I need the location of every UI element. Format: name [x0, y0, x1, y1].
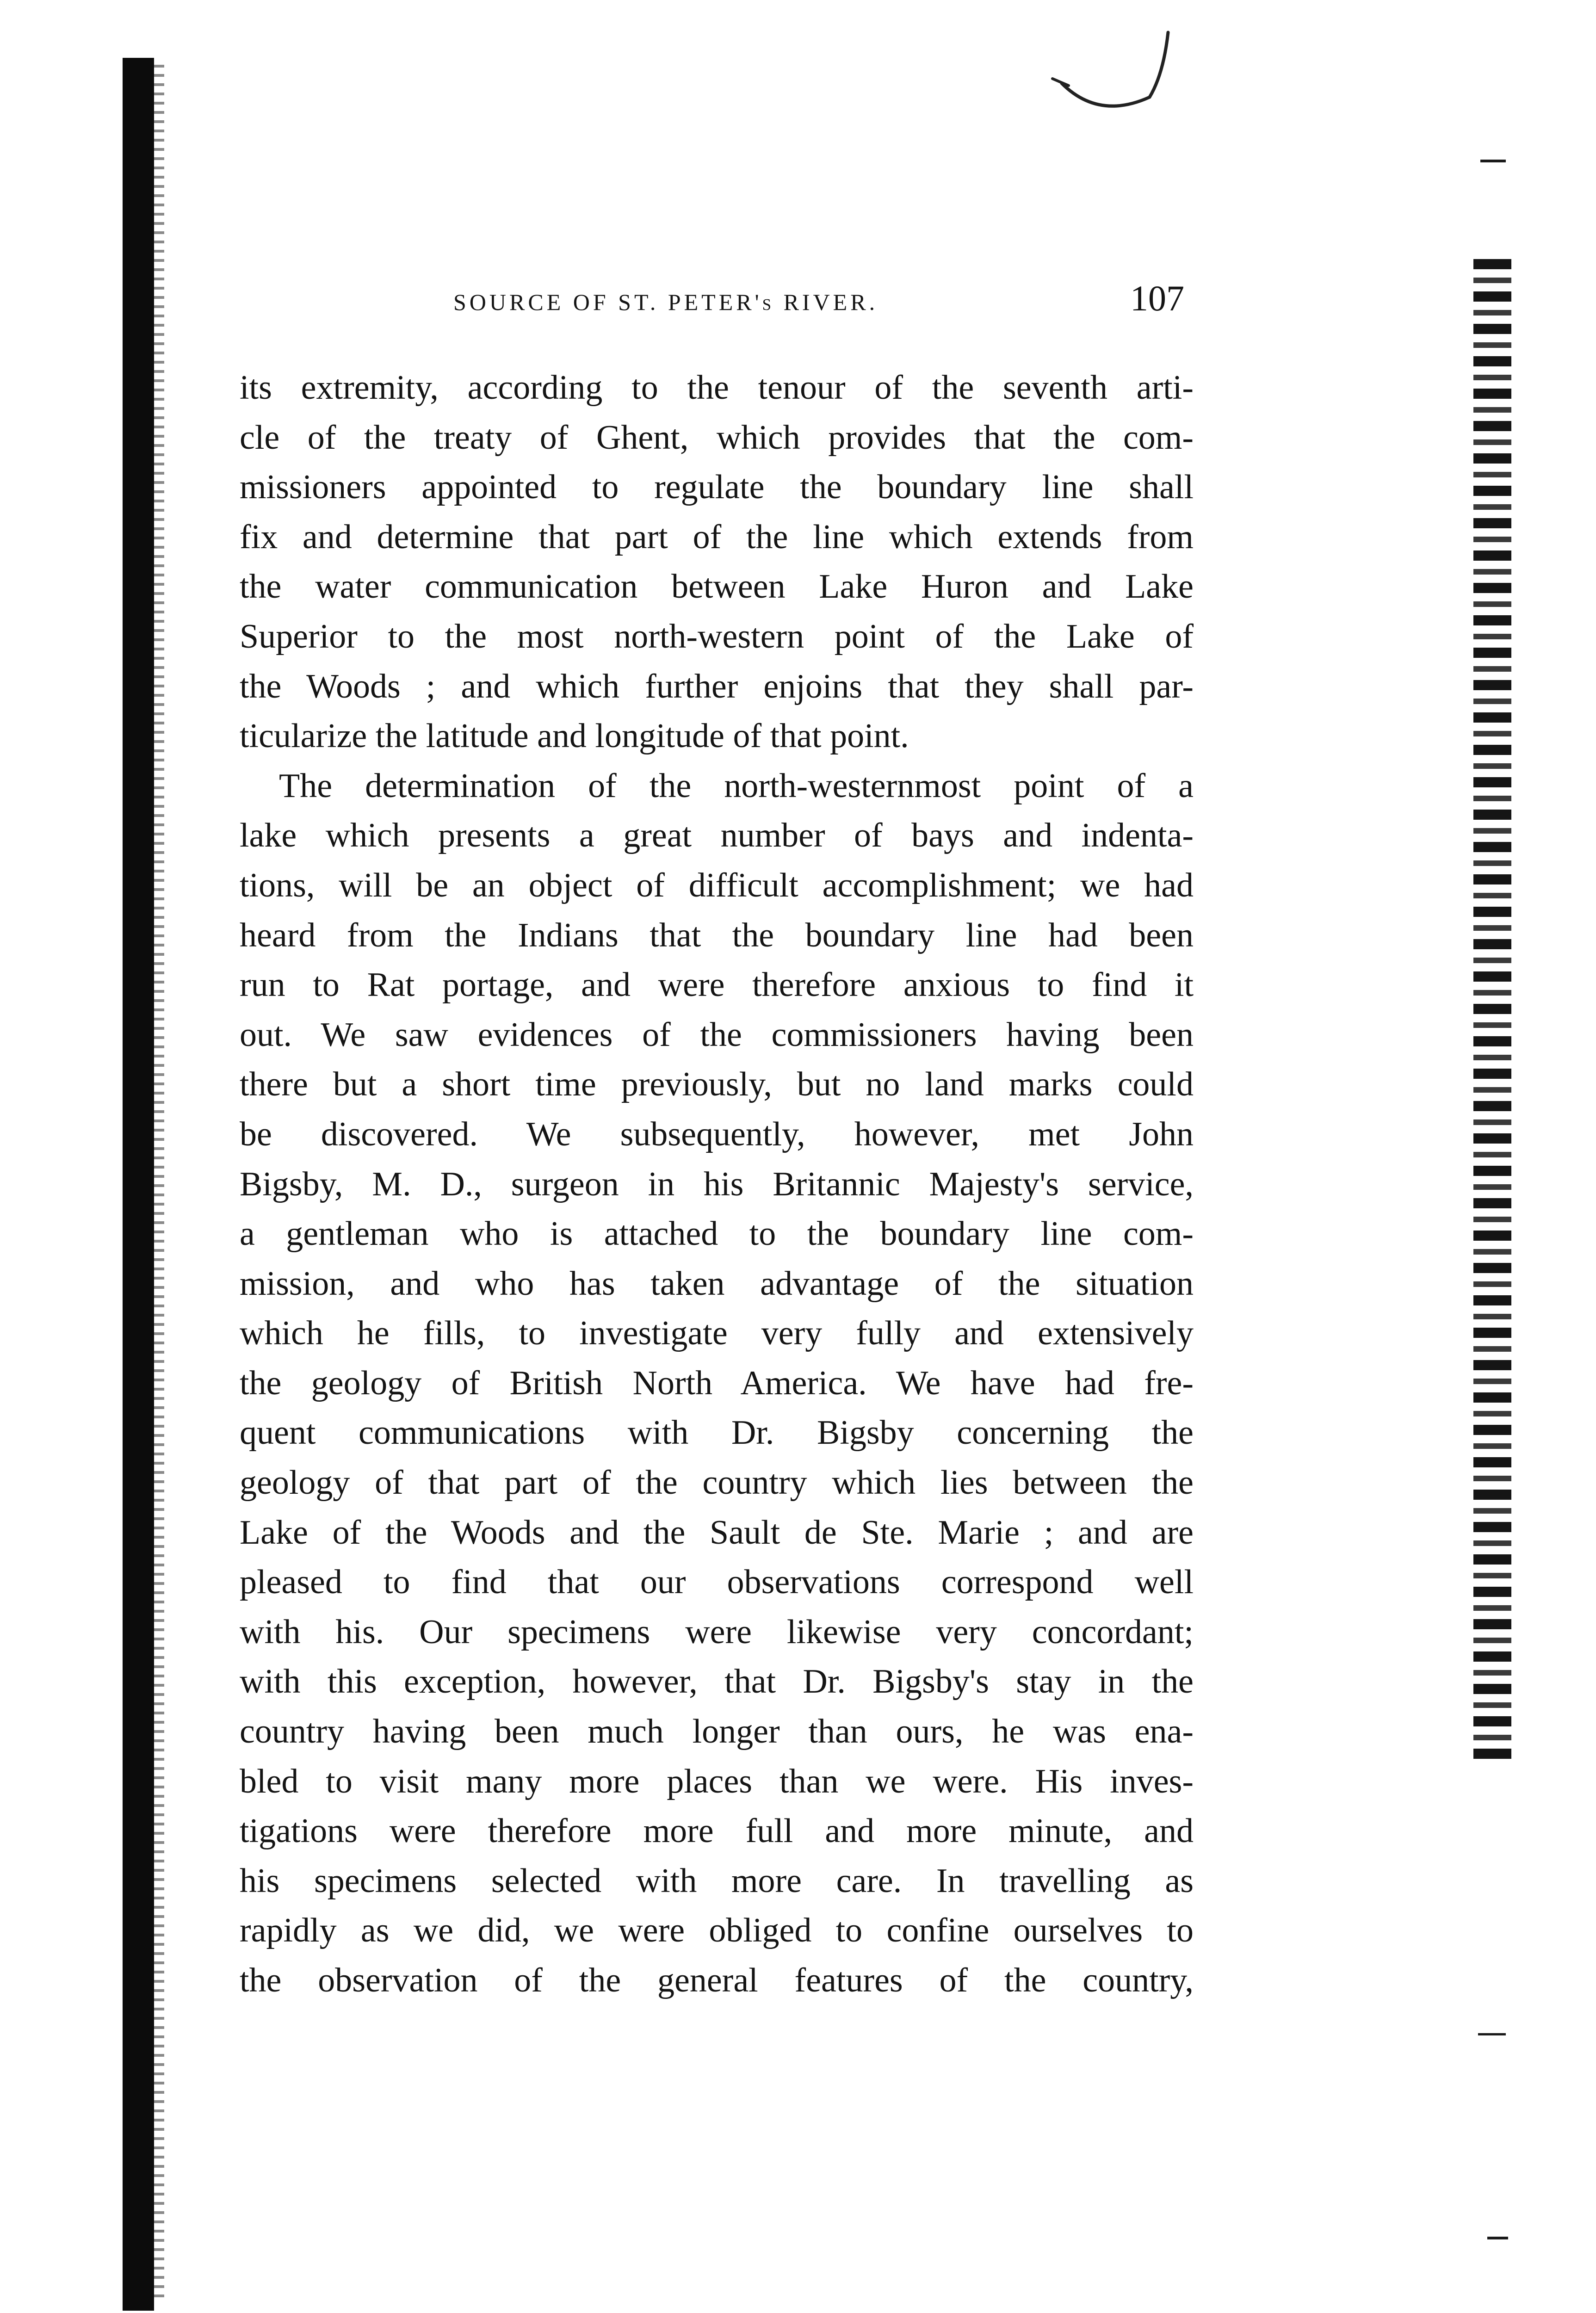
binding-shadow [123, 58, 154, 2311]
text-line: run to Rat portage, and were therefore anxious to find it [240, 966, 1194, 1004]
text-line: The determination of the north-westernmost point of a [279, 767, 1194, 805]
running-head-title: SOURCE OF ST. PETER's RIVER. [453, 289, 878, 315]
text-line: Lake of the Woods and the Sault de Ste. Marie ; and are [240, 1513, 1194, 1552]
text-line: with his. Our specimens were likewise very concordant; [240, 1613, 1194, 1651]
text-line: out. We saw evidences of the commissioners having been [240, 1015, 1194, 1054]
text-line: mission, and who has taken advantage of the situation [240, 1264, 1194, 1303]
text-line: the geology of British North America. We have had fre- [240, 1364, 1194, 1402]
text-line: ticularize the latitude and longitude of that point. [240, 717, 909, 755]
text-line: a gentleman who is attached to the boundary line com- [240, 1215, 1194, 1253]
text-line: tigations were therefore more full and more minute, and [240, 1812, 1194, 1850]
paragraph [240, 363, 1194, 761]
text-line: the Woods ; and which further enjoins that they shall par- [240, 667, 1194, 705]
body-text [240, 363, 1194, 2006]
binding-edge-texture [154, 65, 164, 2304]
text-line: his specimens selected with more care. In travelling as [240, 1862, 1194, 1900]
handwritten-checkmark-icon [1043, 28, 1196, 120]
text-line: Superior to the most north-western point of the Lake of [240, 617, 1194, 656]
text-line: country having been much longer than ours, he was ena- [240, 1713, 1194, 1751]
page-edge-mark [1480, 160, 1506, 162]
text-line: be discovered. We subsequently, however, met John [240, 1115, 1194, 1153]
paragraph [240, 761, 1194, 2006]
text-line: heard from the Indians that the boundary line had been [240, 916, 1194, 954]
text-line: quent communications with Dr. Bigsby concerning the [240, 1414, 1194, 1452]
page-number: 107 [1130, 278, 1184, 318]
text-line: Bigsby, M. D., surgeon in his Britannic Majesty's service, [240, 1165, 1194, 1203]
page-edge-texture [1473, 259, 1511, 1763]
text-line: rapidly as we did, we were obliged to confine ourselves to [240, 1911, 1194, 1950]
text-line: bled to visit many more places than we were. His inves- [240, 1762, 1194, 1800]
text-line: cle of the treaty of Ghent, which provides that the com- [240, 418, 1194, 457]
text-line: there but a short time previously, but no land marks could [240, 1065, 1194, 1104]
text-line: its extremity, according to the tenour of the seventh arti- [240, 369, 1194, 407]
running-head [241, 271, 1184, 322]
text-line: lake which presents a great number of bays and indenta- [240, 816, 1194, 855]
text-line: fix and determine that part of the line which extends from [240, 518, 1194, 556]
text-line: geology of that part of the country which lies between the [240, 1464, 1194, 1502]
text-line: the water communication between Lake Huron and Lake [240, 568, 1194, 606]
page-edge-mark [1487, 2237, 1508, 2239]
text-line: tions, will be an object of difficult accomplishment; we had [240, 866, 1194, 904]
text-line: with this exception, however, that Dr. Bigsby's stay in the [240, 1663, 1194, 1701]
text-line: missioners appointed to regulate the boundary line shall [240, 468, 1194, 507]
page-edge-mark [1478, 2033, 1506, 2035]
text-line: the observation of the general features of the country, [240, 1961, 1194, 1999]
text-line: which he fills, to investigate very fully and extensively [240, 1314, 1194, 1353]
text-line: pleased to find that our observations correspond well [240, 1563, 1194, 1602]
